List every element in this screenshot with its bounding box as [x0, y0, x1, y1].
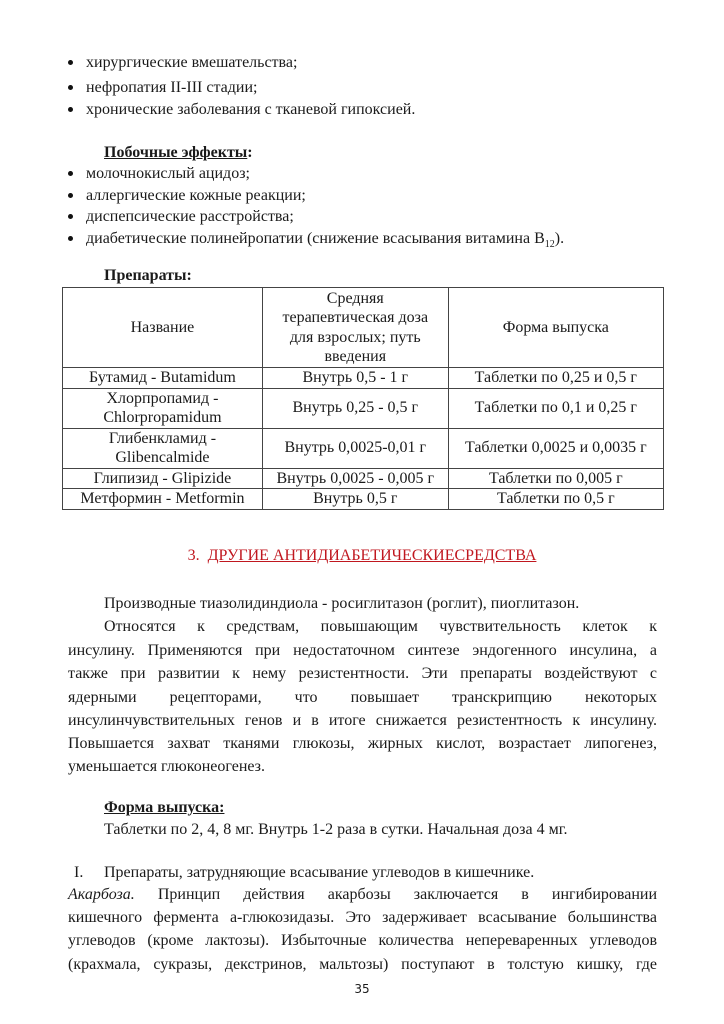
bullet-icon	[68, 60, 73, 65]
subscript: 12	[544, 239, 555, 251]
paragraph-line: инсулину. Применяются при недостаточном синтезе эндогенного инсулина, а	[68, 642, 657, 659]
list-item-text-end: ).	[554, 230, 565, 247]
bullet-icon	[68, 236, 73, 241]
table-cell: Внутрь 0,0025 - 0,005 г	[262, 468, 448, 489]
bullet-icon	[68, 214, 73, 219]
paragraph-line: углеводов (кроме лактозы). Избыточные количества непереваренных углеводов	[68, 932, 657, 949]
list-item	[68, 99, 415, 121]
paragraph-line: Повышается захват тканями глюкозы, жирных кислот, возрастает липогенез,	[68, 735, 657, 752]
column-header: Название	[63, 288, 263, 368]
table-cell: Таблетки по 0,25 и 0,5 г	[448, 368, 663, 389]
list-item-text: нефропатия II-III стадии;	[86, 79, 258, 96]
bullet-icon	[68, 85, 73, 90]
intro-paragraph: Производные тиазолидиндиола - росиглитазон (роглит), пиоглитазон.	[104, 595, 580, 612]
table-cell: Глипизид - Glipizide	[63, 468, 263, 489]
table-row	[63, 368, 664, 389]
list-item-text: диабетические полинейропатии (снижение всасывания витамина B	[86, 230, 545, 247]
form-text: Таблетки по 2, 4, 8 мг. Внутрь 1-2 раза в сутки. Начальная доза 4 мг.	[104, 821, 568, 838]
list-item-text: молочнокислый ацидоз;	[86, 165, 250, 182]
table-row	[63, 388, 664, 428]
paragraph-line: инсулинчувствительных генов и в итоге снижается резистентность к инсулину.	[68, 712, 657, 729]
section-number: I.	[74, 864, 84, 881]
list-item	[68, 52, 297, 74]
list-item	[68, 206, 294, 228]
section-title: ДРУГИЕ АНТИДИАБЕТИЧЕСКИЕСРЕДСТВА	[207, 547, 537, 564]
table-cell: Внутрь 0,5 - 1 г	[262, 368, 448, 389]
paragraph-text: Принцип действия акарбозы заключается в ингибировании	[157, 886, 658, 903]
paragraph-line: ядерными рецепторами, что повышает транскрипцию некоторых	[68, 689, 657, 706]
table-cell: Таблетки по 0,1 и 0,25 г	[448, 388, 663, 428]
heading-colon: :	[247, 144, 253, 161]
form-heading: Форма выпуска:	[104, 799, 225, 816]
page-number: 35	[354, 982, 370, 996]
paragraph-line: Относятся к средствам, повышающим чувствительность клеток к	[104, 618, 657, 635]
section-number: 3.	[187, 547, 200, 564]
table-cell: Внутрь 0,5 г	[262, 489, 448, 510]
list-item-text: хирургические вмешательства;	[86, 54, 298, 71]
table-cell: Внутрь 0,25 - 0,5 г	[262, 388, 448, 428]
list-item-text: диспепсические расстройства;	[86, 208, 294, 225]
table-header-row	[63, 288, 664, 368]
table-cell: Бутамид - Butamidum	[63, 368, 263, 389]
section-title: Препараты, затрудняющие всасывание углеводов в кишечнике.	[104, 864, 535, 881]
table-cell: Глибенкламид - Glibencalmide	[63, 428, 263, 468]
list-item	[68, 77, 257, 99]
column-header: Форма выпуска	[448, 288, 663, 368]
list-item	[68, 228, 564, 250]
table-row	[63, 489, 664, 510]
side-effects-heading	[104, 142, 253, 164]
acarbose-label: Акарбоза.	[68, 886, 135, 903]
drugs-table	[62, 287, 664, 510]
list-item-text: хронические заболевания с тканевой гипоксией.	[86, 101, 416, 118]
table-cell: Таблетки по 0,5 г	[448, 489, 663, 510]
bullet-icon	[68, 193, 73, 198]
paragraph-line: также при развитии к нему резистентности. Эти препараты воздействуют с	[68, 665, 657, 682]
paragraph-line: кишечного фермента а-глюкозидазы. Это задерживает всасывание большинства	[68, 909, 657, 926]
paragraph-line: уменьшается глюконеогенез.	[68, 758, 265, 775]
paragraph-line: (крахмала, сукразы, декстринов, мальтозы) поступают в толстую кишку, где	[68, 956, 657, 973]
column-header: Средняя терапевтическая доза для взрослых; путь введения	[262, 288, 448, 368]
paragraph-line	[68, 883, 657, 906]
table-cell: Таблетки 0,0025 и 0,0035 г	[448, 428, 663, 468]
bullet-icon	[68, 171, 73, 176]
table-cell: Внутрь 0,0025-0,01 г	[262, 428, 448, 468]
list-item	[68, 185, 306, 207]
list-item-text: аллергические кожные реакции;	[86, 187, 306, 204]
table-row	[63, 468, 664, 489]
table-cell: Хлорпропамид - Chlorpropamidum	[63, 388, 263, 428]
heading-text: Побочные эффекты	[104, 144, 248, 161]
list-item	[68, 163, 250, 185]
drugs-heading: Препараты:	[104, 267, 192, 284]
table-row	[63, 428, 664, 468]
bullet-icon	[68, 107, 73, 112]
table-cell: Таблетки по 0,005 г	[448, 468, 663, 489]
table-cell: Метформин - Metformin	[63, 489, 263, 510]
section-3-heading	[0, 545, 724, 567]
